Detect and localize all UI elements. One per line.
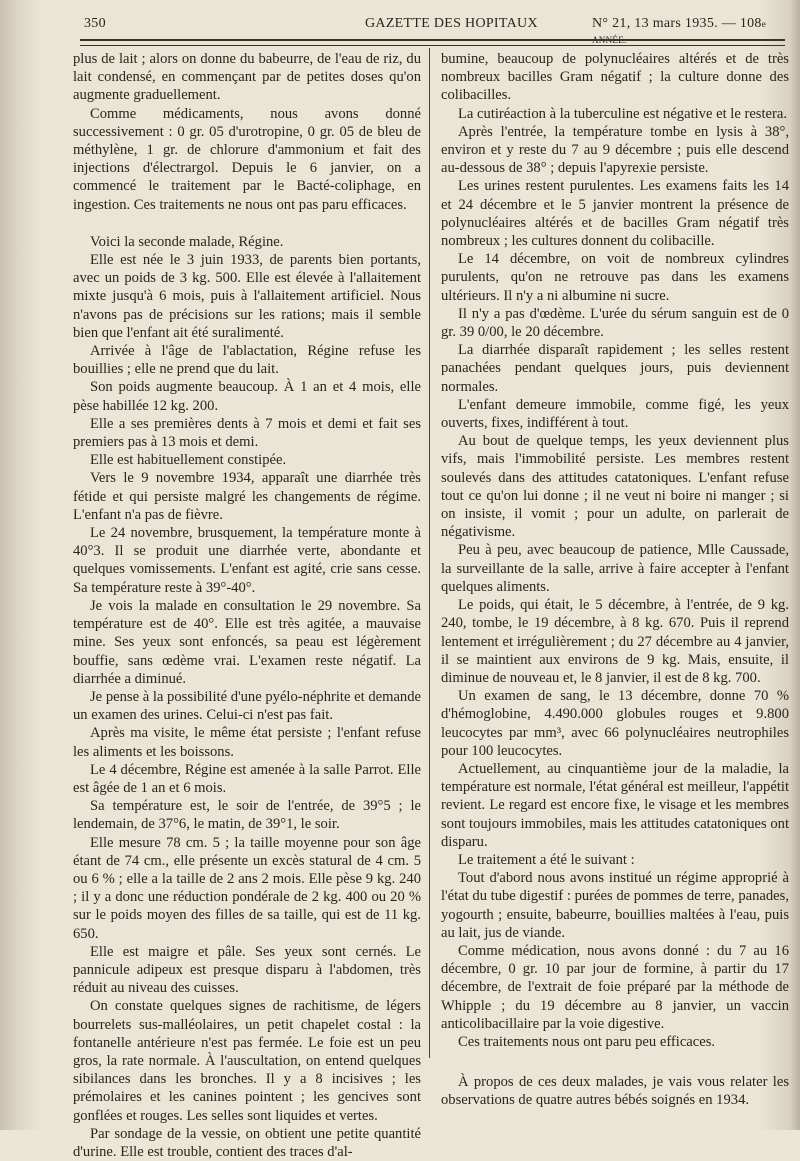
paragraph: Actuellement, au cinquantième jour de la maladie, la température est normale, l'état général est meilleur, l'appétit revient. Le regard est encore fixe, le visage et les membres sont toujours immobiles, mais les attitudes catatoniques ont disparu. — [441, 760, 789, 850]
paragraph: Il n'y a pas d'œdème. L'urée du sérum sanguin est de 0 gr. 39 0/00, le 20 décembre. — [441, 305, 789, 341]
issue-suffix: e — [761, 19, 767, 29]
paragraph: Ces traitements nous ont paru peu efficaces. — [458, 1033, 716, 1050]
right-column — [441, 50, 789, 1110]
paragraph: Le 24 novembre, brusquement, la température monte à 40°3. Il se produit une diarrhée verte, abondante et quelques vomissements. L'enfant est agité, crie sans cesse. Sa température reste à 39°-40°. — [73, 525, 421, 596]
left-column — [73, 50, 421, 1161]
issue-text: N° 21, 13 mars 1935. — 108 — [592, 16, 762, 31]
header-rule-thin — [80, 45, 785, 46]
paragraph: Tout d'abord nous avons institué un régime approprié à l'état du tube digestif : purées de pommes de terre, panades, yogourth ; ensuite, babeurre, bouillies maltées à l'eau, puis au lait, jus de viande. — [441, 870, 789, 941]
paragraph: Comme médication, nous avons donné : du 7 au 16 décembre, 0 gr. 10 par jour de formine, à partir du 17 décembre, de l'extrait de foie préparé par la méthode de Whipple ; du 19 décembre au 8 janvier, un vaccin anticolibacillaire par la voie digestive. — [441, 942, 789, 1032]
issue-info — [592, 16, 785, 48]
journal-title: GAZETTE DES HOPITAUX — [365, 16, 538, 31]
paragraph: Les urines restent purulentes. Les examens faits les 14 et 24 décembre et le 5 janvier montrent la présence de polynucléaires altérés et de bacilles Gram négatif très nombreux ; les cultures donnent du colibacille. — [441, 178, 789, 250]
paragraph: Voici la seconde malade, Régine. — [90, 233, 284, 250]
paragraph: Je pense à la possibilité d'une pyélo-néphrite et demande un examen des urines. Celui-ci n'est pas fait. — [73, 688, 421, 724]
paragraph: Sa température est, le soir de l'entrée, de 39°5 ; le lendemain, de 37°6, le matin, de 39°1, le soir. — [73, 798, 421, 833]
paragraph: Vers le 9 novembre 1934, apparaît une diarrhée très fétide et qui persiste malgré les changements de régime. L'enfant n'a pas de fièvre. — [73, 470, 421, 523]
paragraph: Au bout de quelque temps, les yeux deviennent plus vifs, mais l'immobilité persiste. Les membres restent soulevés dans des attitudes catatoniques. L'enfant refuse tout ce qu'on lui donne ; il ne veut ni boire ni manger ; si on insiste, il vomit ; pour un adulte, on parlerait de négativisme. — [441, 433, 789, 541]
paragraph: Après l'entrée, la température tombe en lysis à 38°, environ et y reste du 7 au 9 décembre ; puis elle descend au-dessous de 38° ; depuis l'apyrexie persiste. — [441, 123, 789, 177]
paragraph: Par sondage de la vessie, on obtient une petite quantité d'urine. Elle est trouble, contient des traces d'al- — [73, 1125, 421, 1160]
paragraph: Elle est habituellement constipée. — [90, 452, 287, 469]
paragraph: Je vois la malade en consultation le 29 novembre. Sa température est de 40°. Elle est très agitée, a mauvaise mine. Ses yeux sont enfoncés, sa peau est légèrement bouffie, sans œdème vrai. L'examen reste négatif. La diarrhée a diminué. — [73, 597, 421, 687]
paragraph: Elle mesure 78 cm. 5 ; la taille moyenne pour son âge étant de 74 cm., elle présente un excès statural de 4 cm. 5 ou 6 % ; elle a la taille de 2 ans 2 mois. Elle pèse 9 kg. 240 ; il y a donc une réduction pondérale de 2 kg. 400 ou 20 % sur le poids moyen des filles de sa taille, qui est de 11 kg. 650. — [73, 834, 421, 942]
paragraph: Le 14 décembre, on voit de nombreux cylindres purulents, qu'on ne retrouve pas dans les examens ultérieurs. Il n'y a ni albumine ni sucre. — [441, 251, 789, 304]
paragraph: L'enfant demeure immobile, comme figé, les yeux ouverts, fixes, indifférent à tout. — [441, 396, 789, 432]
header-rule-thick — [80, 39, 785, 41]
running-header — [60, 14, 785, 36]
paragraph: Le traitement a été le suivant : — [458, 851, 635, 868]
paragraph: Arrivée à l'âge de l'ablactation, Régine refuse les bouillies ; elle ne prend que du lait. — [73, 343, 421, 378]
paragraph: La cutiréaction à la tuberculine est négative et le restera. — [458, 105, 788, 122]
paragraph: Après ma visite, le même état persiste ; l'enfant refuse les aliments et les boissons. — [73, 725, 421, 760]
paragraph: Elle est née le 3 juin 1933, de parents bien portants, avec un poids de 3 kg. 500. Elle est élevée à l'allaitement mixte jusqu'à 6 mois, puis à l'allaitement artificiel. Nous n'avons pas de précisions sur les rations; mais il semble bien que l'enfant ait été suralimenté. — [73, 252, 421, 341]
paragraph: bumine, beaucoup de polynucléaires altérés et de très nombreux bacilles Gram négatif ; la culture donne des colibacilles. — [441, 51, 789, 104]
page-number: 350 — [84, 16, 106, 31]
column-divider — [429, 48, 430, 1058]
paragraph: Le 4 décembre, Régine est amenée à la salle Parrot. Elle est âgée de 1 an et 6 mois. — [73, 761, 421, 796]
paragraph: Un examen de sang, le 13 décembre, donne 70 % d'hémoglobine, 4.490.000 globules rouges et 9.800 leucocytes par mm³, avec 66 polynucléaires neutrophiles pour 100 leucocytes. — [441, 688, 789, 759]
paragraph: Elle a ses premières dents à 7 mois et demi et fait ses premiers pas à 13 mois et demi. — [73, 415, 421, 451]
paragraph: À propos de ces deux malades, je vais vous relater les observations de quatre autres bébés soignés en 1934. — [441, 1074, 789, 1109]
paragraph: plus de lait ; alors on donne du babeurre, de l'eau de riz, du lait condensé, en commençant par de petites doses qu'on augmente graduellement. — [73, 51, 421, 104]
paragraph: Son poids augmente beaucoup. À 1 an et 4 mois, elle pèse habillée 12 kg. 200. — [73, 379, 421, 414]
paragraph: La diarrhée disparaît rapidement ; les selles restent panachées pendant quelques jours, puis deviennent normales. — [441, 342, 789, 395]
paragraph: Elle est maigre et pâle. Ses yeux sont cernés. Le pannicule adipeux est presque disparu à l'abdomen, très réduit au niveau des cuisses. — [73, 943, 421, 997]
paragraph: Le poids, qui était, le 5 décembre, à l'entrée, de 9 kg. 240, tombe, le 19 décembre, à 8 kg. 670. Puis il reprend lentement et irrégulièrement ; du 27 décembre au 4 janvier, il se maintient aux environs de 9 kg. Mais, ensuite, il diminue de nouveau et, le 8 janvier, il est de 8 kg. 700. — [441, 597, 789, 686]
paragraph: Comme médicaments, nous avons donné successivement : 0 gr. 05 d'urotropine, 0 gr. 05 de bleu de méthylène, 1 gr. de chlorure d'ammonium et fait des injections d'électrargol. Depuis le 6 janvier, on a commencé le traitement par le Bacté-coliphage, en ingestion. Ces traitements ne nous ont pas paru efficaces. — [73, 105, 421, 213]
paragraph: Peu à peu, avec beaucoup de patience, Mlle Caussade, la surveillante de la salle, arrive à faire accepter à l'enfant quelques aliments. — [441, 542, 789, 595]
paragraph: On constate quelques signes de rachitisme, de légers bourrelets sus-malléolaires, un petit chapelet costal : la fontanelle antérieure n'est pas fermée. Le foie est un peu gros, la rate normale. À l'auscultation, on entend quelques sibilances dans les bronches. Il y a 8 incisives ; les prémolaires et les canines pointent ; les gencives sont gonflées et rouges. Les selles sont liquides et vertes. — [73, 998, 421, 1124]
